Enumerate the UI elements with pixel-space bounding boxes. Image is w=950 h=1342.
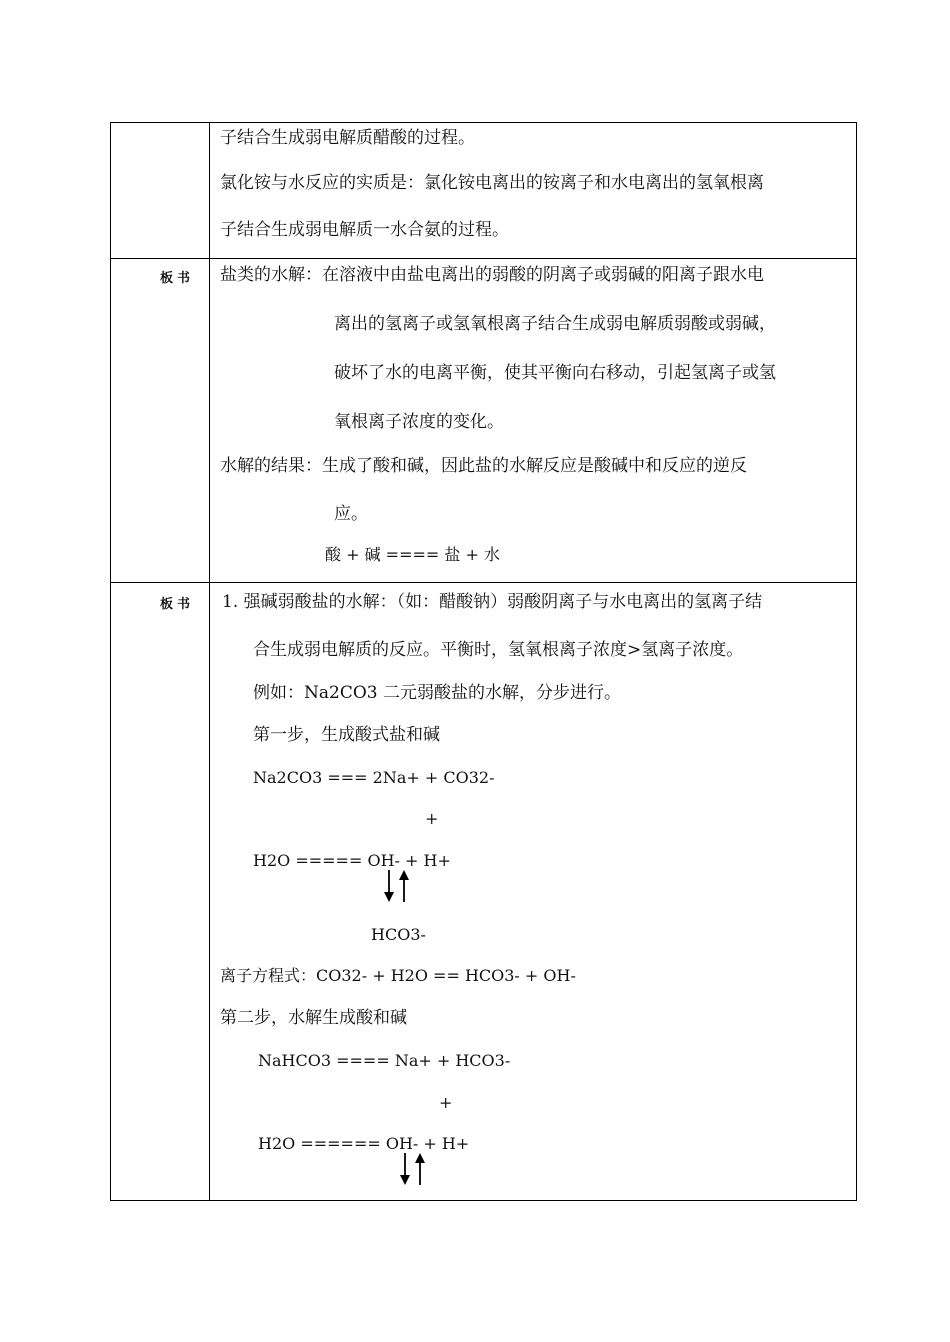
table-column-divider: [209, 122, 210, 1201]
definition-line1: 盐类的水解：在溶液中由盐电离出的弱酸的阴离子或弱碱的阳离子跟水电: [220, 265, 764, 285]
step1-plus: +: [425, 809, 439, 828]
ionic-equation: 离子方程式：CO32- + H2O == HCO3- + OH-: [220, 966, 576, 985]
table-bottom-border: [110, 1200, 857, 1201]
row2-label: 板书: [160, 271, 195, 286]
step2-equation-2: H2O ====== OH- + H+: [258, 1134, 470, 1153]
item1-line1: 1. 强碱弱酸盐的水解：（如：醋酸钠）弱酸阴离子与水电离出的氢离子结: [222, 592, 763, 612]
row1-line3: 子结合生成弱电解质一水合氨的过程。: [220, 220, 509, 240]
example-line: 例如：Na2CO3 二元弱酸盐的水解，分步进行。: [253, 683, 621, 703]
definition-line4: 氧根离子浓度的变化。: [334, 412, 504, 432]
step2-plus: +: [439, 1093, 453, 1112]
row1-line1: 子结合生成弱电解质醋酸的过程。: [220, 128, 475, 148]
step1-product: HCO3-: [371, 925, 426, 944]
result-line1: 水解的结果：生成了酸和碱，因此盐的水解反应是酸碱中和反应的逆反: [220, 456, 747, 476]
step2-title: 第二步，水解生成酸和碱: [220, 1008, 407, 1028]
table-left-border: [110, 122, 111, 1201]
equilibrium-arrows-icon-2: [396, 1151, 430, 1187]
step2-equation-1: NaHCO3 ==== Na+ + HCO3-: [258, 1051, 511, 1070]
row3-label: 板书: [160, 597, 195, 612]
table-row-divider-1: [110, 258, 857, 259]
neutralization-equation: 酸 + 碱 ==== 盐 + 水: [325, 545, 500, 564]
step1-title: 第一步，生成酸式盐和碱: [253, 725, 440, 745]
row1-line2: 氯化铵与水反应的实质是：氯化铵电离出的铵离子和水电离出的氢氧根离: [220, 173, 764, 193]
table-top-border: [110, 122, 857, 123]
table-right-border: [856, 122, 857, 1201]
step1-equation-1: Na2CO3 === 2Na+ + CO32-: [253, 768, 495, 787]
step1-equation-2: H2O ===== OH- + H+: [253, 851, 451, 870]
definition-line2: 离出的氢离子或氢氧根离子结合生成弱电解质弱酸或弱碱，: [334, 314, 776, 334]
table-row-divider-2: [110, 582, 857, 583]
item1-line2: 合生成弱电解质的反应。平衡时，氢氧根离子浓度>氢离子浓度。: [253, 640, 744, 660]
equilibrium-arrows-icon: [380, 868, 414, 904]
definition-line3: 破坏了水的电离平衡，使其平衡向右移动，引起氢离子或氢: [334, 363, 776, 383]
result-line2: 应。: [334, 504, 368, 524]
